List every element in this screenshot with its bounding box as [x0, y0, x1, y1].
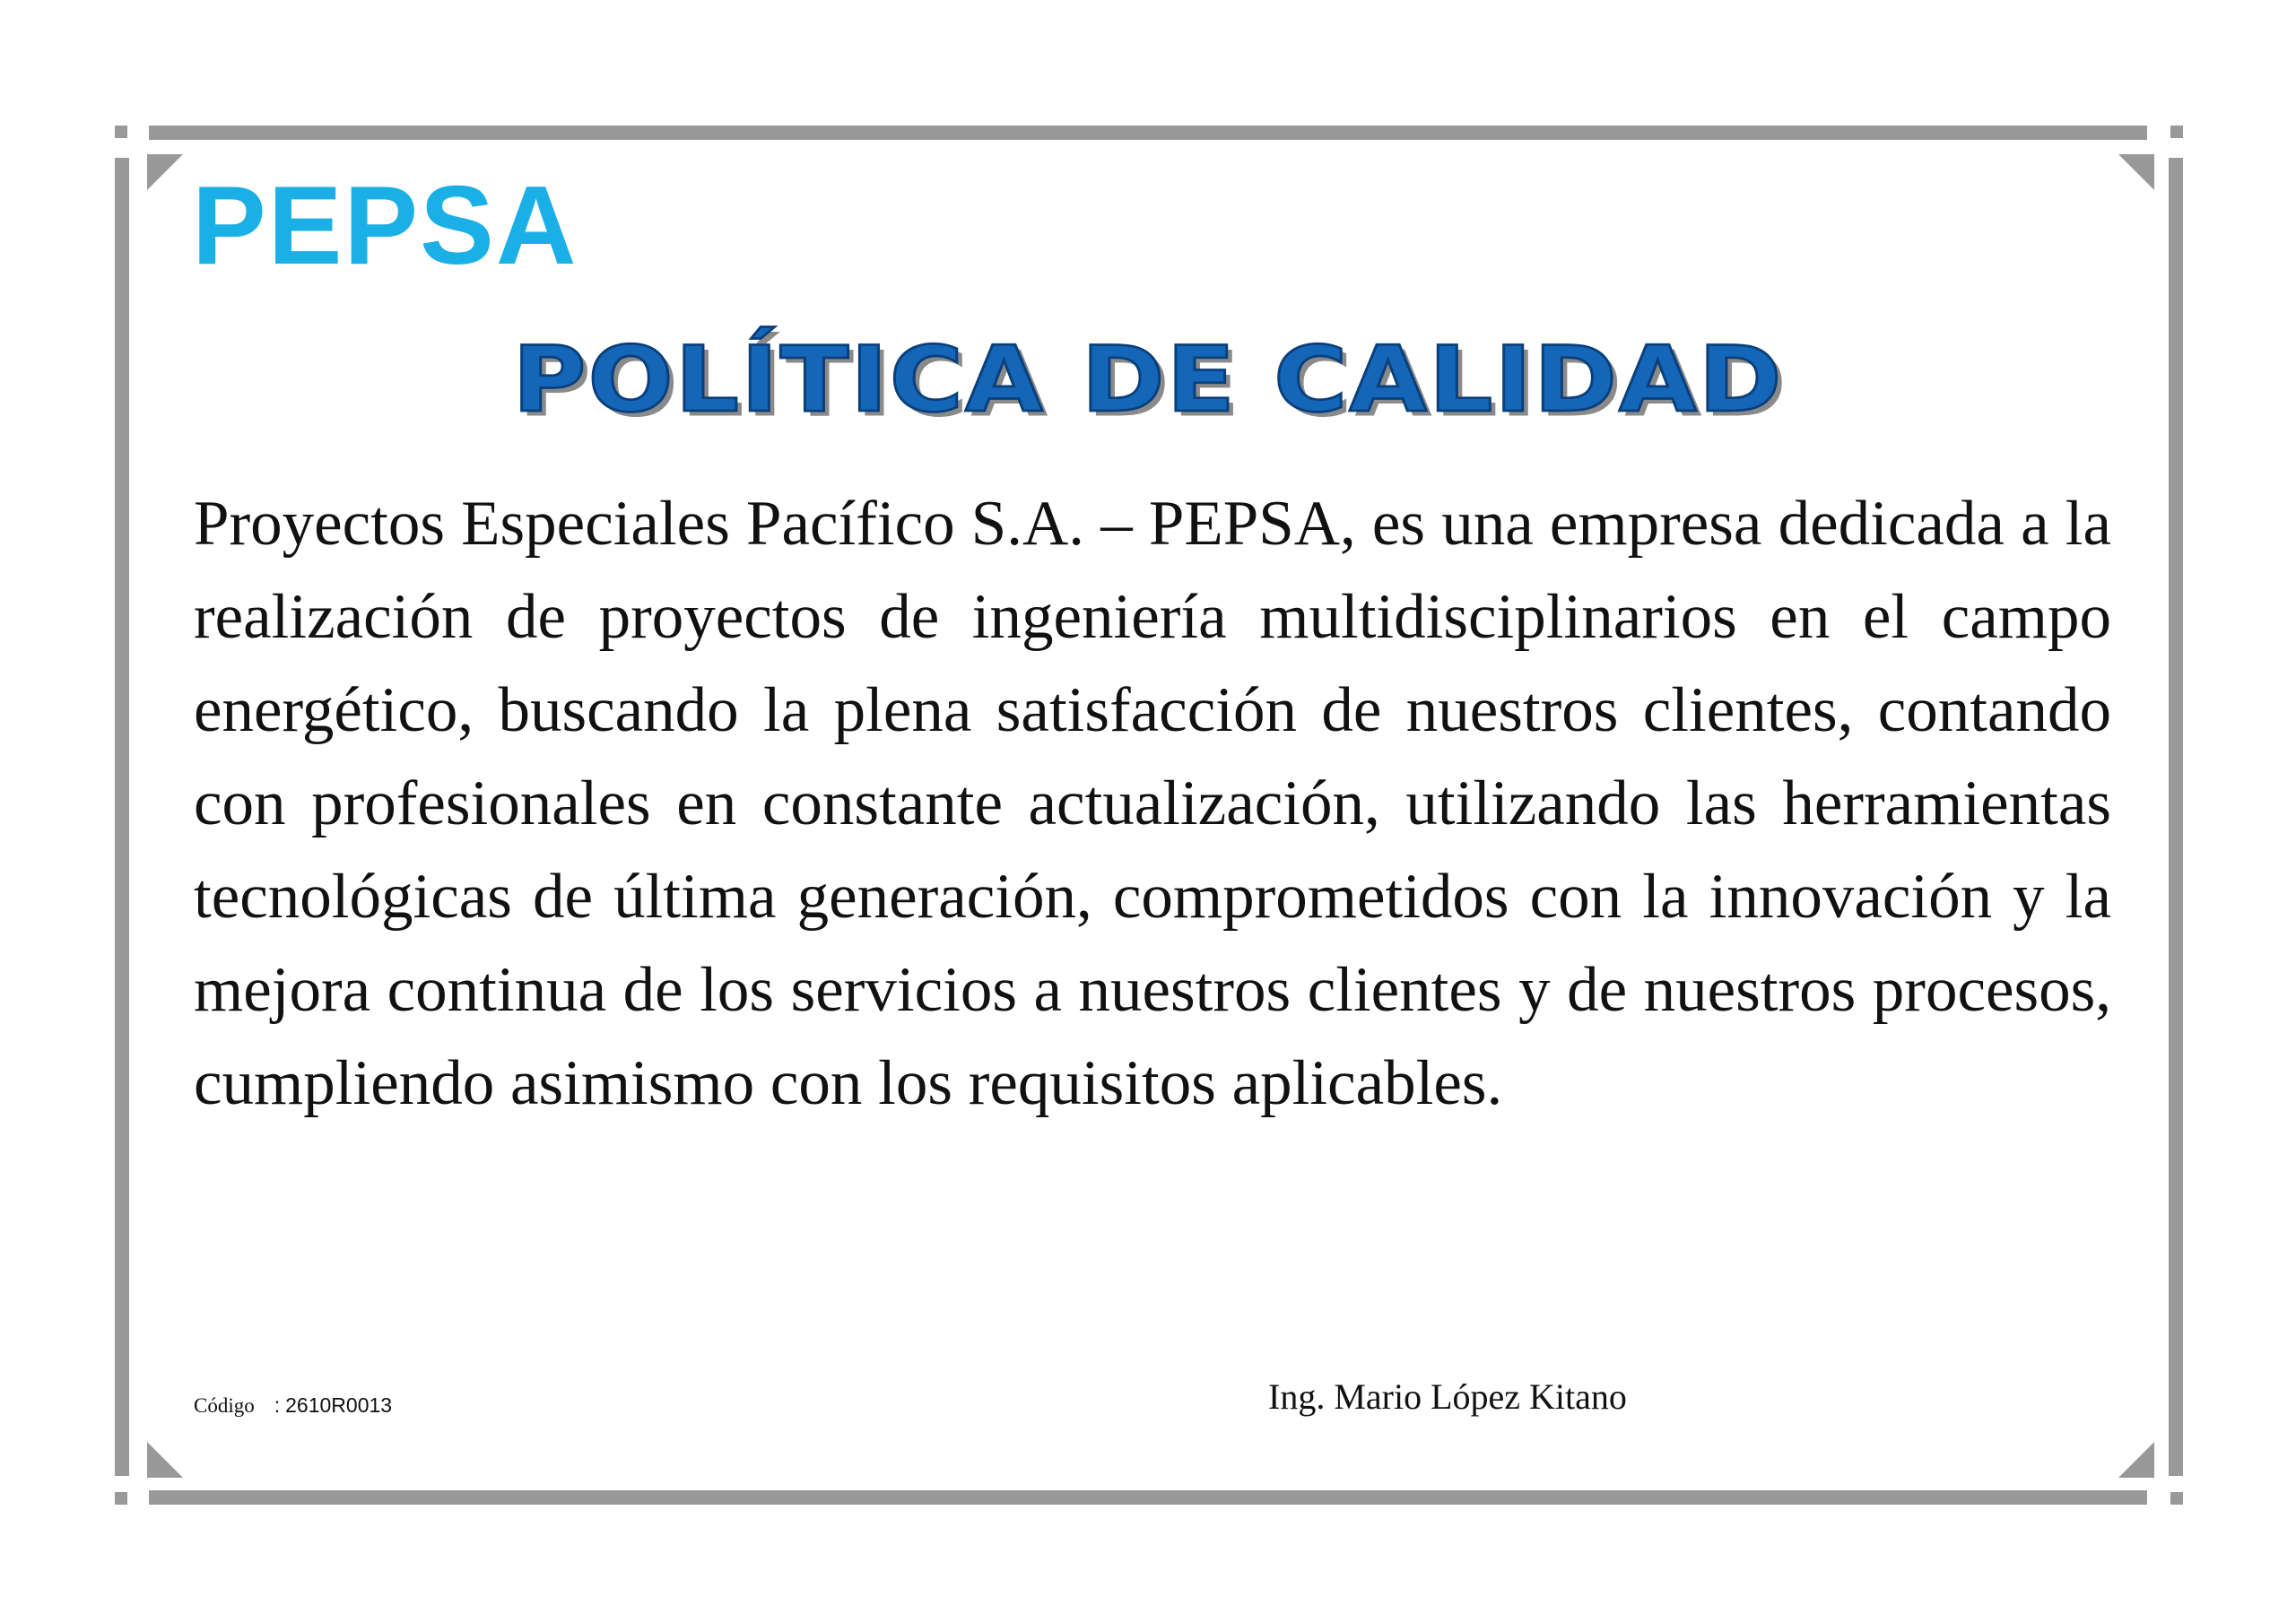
frame-corner-triangle-br	[2118, 1442, 2154, 1478]
document-code-separator: :	[274, 1393, 281, 1417]
frame-top-bar	[149, 126, 2147, 140]
frame-corner-square-bl	[115, 1492, 127, 1505]
quality-policy-text: Proyectos Especiales Pacífico S.A. – PEPSA, es una empresa dedicada a la realización de proyectos de ingeniería multidisciplinarios en el campo energético, buscando la plena satisfacción de nuestros clientes, contando con profesionales en constante actualización, utilizando las herramientas tecnológicas de última generación, comprometidos con la innovación y la mejora continua de los servicios a nuestros clientes y de nuestros procesos, cumpliendo asimismo con los requisitos aplicables.	[194, 489, 2111, 1118]
company-logo: PEPSA	[192, 164, 578, 288]
signatory-name: Ing. Mario López Kitano	[1268, 1376, 1627, 1417]
frame-corner-triangle-bl	[147, 1442, 183, 1478]
document-code	[194, 1395, 392, 1416]
frame-corner-square-tl	[115, 126, 127, 138]
page-title: POLÍTICA DE CALIDAD	[512, 327, 1784, 433]
frame-corner-square-br	[2170, 1492, 2183, 1505]
document-code-label: Código	[194, 1394, 255, 1417]
document-code-value: 2610R0013	[285, 1393, 393, 1417]
frame-bottom-bar	[149, 1490, 2147, 1505]
frame-corner-triangle-tl	[147, 154, 183, 190]
frame-corner-triangle-tr	[2118, 154, 2154, 190]
frame-corner-square-tr	[2170, 126, 2183, 138]
